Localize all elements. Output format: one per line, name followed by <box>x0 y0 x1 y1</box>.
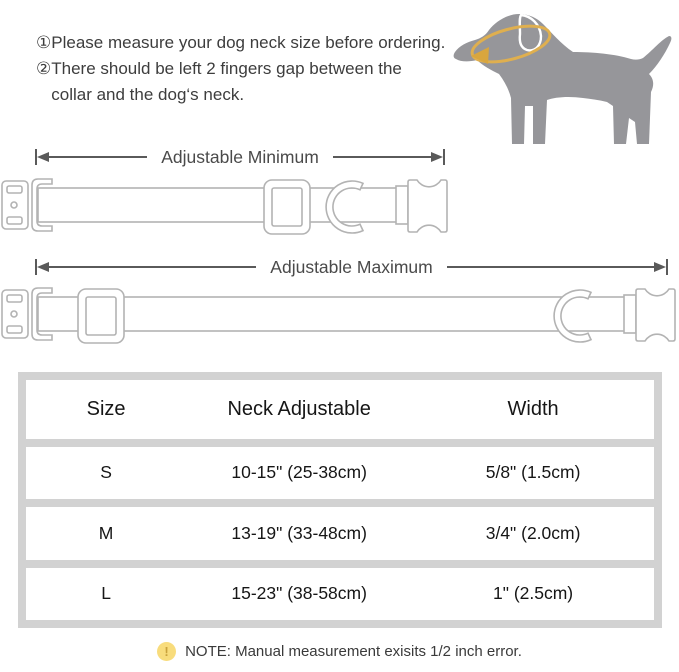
instruction-1 <box>36 30 456 56</box>
size-table <box>18 372 662 628</box>
measure-arrow-maximum <box>35 257 668 277</box>
table-header-row <box>26 380 654 439</box>
cell-width: 3/4" (2.0cm) <box>485 522 581 543</box>
arrowhead-right-icon <box>431 152 443 162</box>
dog-eye <box>477 27 481 31</box>
cell-neck: 15-23" (38-58cm) <box>231 583 367 604</box>
collar-maximum-drawing <box>0 285 679 347</box>
instructions-block <box>36 30 456 108</box>
table-row-m <box>26 507 654 559</box>
circled-1-marker: ① <box>36 33 52 52</box>
instruction-2-line1: There should be left 2 fingers gap between the <box>51 59 402 78</box>
arrow-endbar-right <box>666 259 668 275</box>
arrow-line <box>447 266 654 268</box>
side-release-buckle <box>624 289 675 341</box>
cell-neck: 13-19" (33-48cm) <box>231 522 367 543</box>
collar-minimum-drawing <box>0 176 450 238</box>
note-text: NOTE: Manual measurement exisits 1/2 inch error. <box>185 643 522 660</box>
cell-width: 1" (2.5cm) <box>493 583 574 604</box>
table-row-s <box>26 447 654 499</box>
instruction-2-line2: collar and the dog‘s neck. <box>51 85 245 104</box>
tri-glide-slider <box>264 180 310 234</box>
cell-neck: 10-15" (25-38cm) <box>231 462 367 483</box>
instruction-1-text: Please measure your dog neck size before ordering. <box>51 33 446 52</box>
header-width: Width <box>507 397 559 420</box>
note-row <box>0 642 679 661</box>
minimum-label: Adjustable Minimum <box>161 146 319 167</box>
instruction-2-text <box>51 56 402 108</box>
collar-diagram-minimum <box>0 176 450 238</box>
circled-2-marker: ② <box>36 59 52 78</box>
tri-glide-slider <box>78 289 124 343</box>
collar-strap <box>38 188 404 222</box>
arrow-endbar-right <box>443 149 445 165</box>
arrow-line <box>333 156 431 158</box>
dog-illustration <box>443 2 675 154</box>
collar-strap <box>38 297 634 331</box>
cell-size: S <box>100 462 112 483</box>
dog-silhouette-icon <box>443 2 675 154</box>
maximum-label: Adjustable Maximum <box>270 256 433 277</box>
cell-width: 5/8" (1.5cm) <box>485 462 581 483</box>
instruction-2 <box>36 56 456 108</box>
arrowhead-right-icon <box>654 262 666 272</box>
warning-icon: ! <box>157 642 176 661</box>
arrowhead-left-icon <box>37 152 49 162</box>
measure-arrow-minimum <box>35 147 445 167</box>
arrowhead-left-icon <box>37 262 49 272</box>
cell-size: M <box>98 522 114 543</box>
side-release-buckle <box>396 180 447 232</box>
arrow-line <box>49 156 147 158</box>
table-row-l <box>26 568 654 620</box>
arrow-line <box>49 266 256 268</box>
header-neck-adjustable: Neck Adjustable <box>227 397 371 420</box>
collar-diagram-maximum <box>0 285 679 347</box>
header-size: Size <box>86 397 126 420</box>
cell-size: L <box>101 583 111 604</box>
